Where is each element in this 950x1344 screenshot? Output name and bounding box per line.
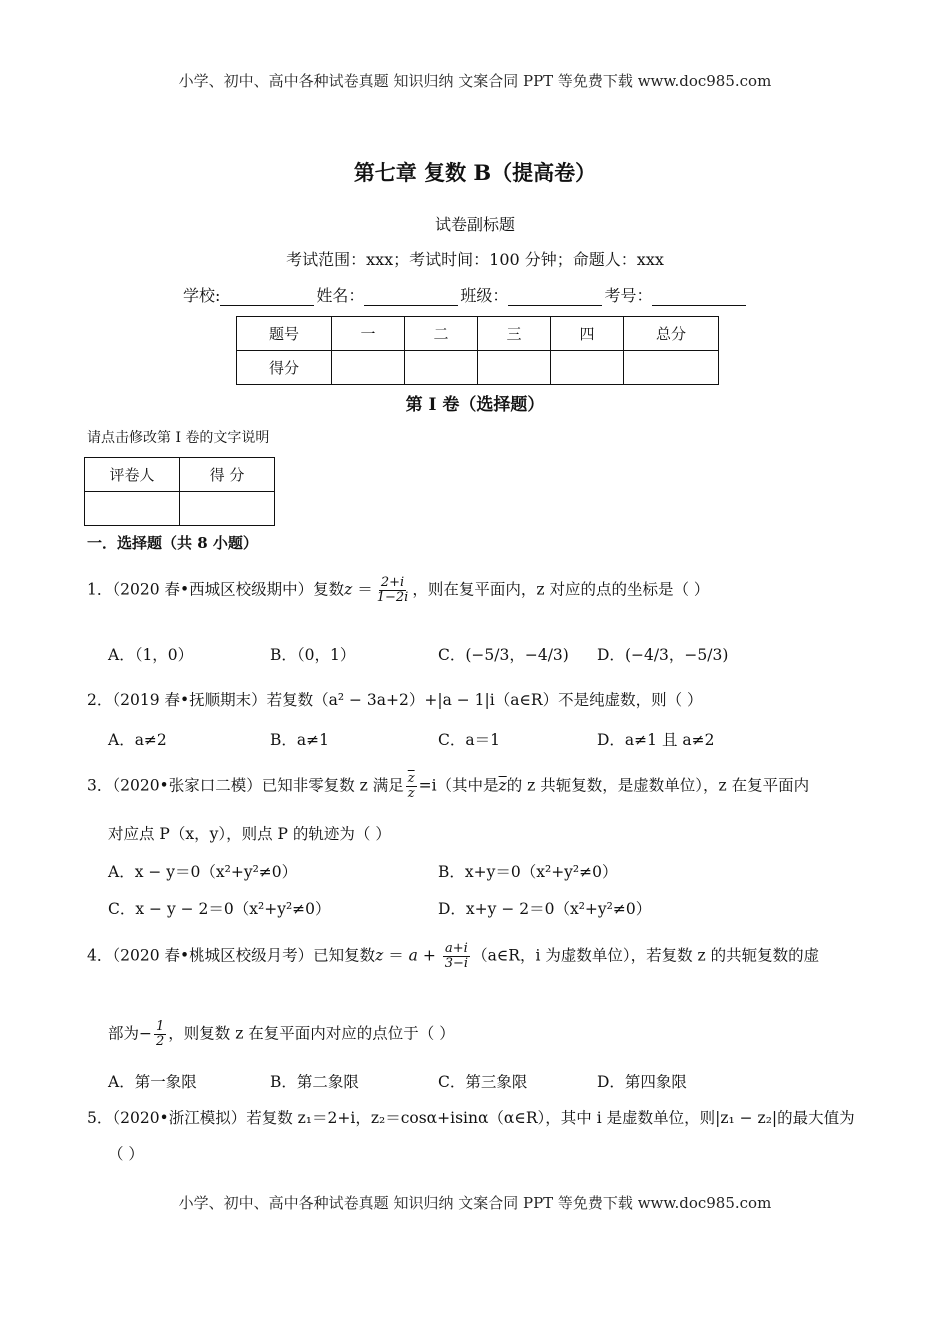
- header-banner: 小学、初中、高中各种试卷真题 知识归纳 文案合同 PPT 等免费下载 www.doc985.com: [178, 72, 772, 90]
- question-5-line-1: 5．（2020•浙江模拟）若复数 z₁＝2+i，z₂＝cosα+isinα（α∈R），其中 i 是虚数单位，则|z₁ − z₂|的最大值为: [87, 1109, 855, 1127]
- question-3-line-2: 对应点 P（x，y），则点 P 的轨迹为（ ）: [108, 825, 391, 843]
- score-header: 总分: [624, 317, 719, 351]
- q1-d-value: (−4/3，−5/3): [624, 646, 729, 664]
- q2-option-a[interactable]: A．a≠2: [108, 731, 167, 749]
- q4-option-b[interactable]: B．第二象限: [270, 1073, 359, 1091]
- q4-option-a[interactable]: A．第一象限: [108, 1073, 197, 1091]
- q3-option-c[interactable]: C．x − y − 2＝0（x²+y²≠0）: [108, 900, 331, 918]
- page-title: 第七章 复数 B（提高卷）: [353, 160, 597, 185]
- q1-c-value: (−5/3，−4/3): [465, 646, 569, 664]
- number-field[interactable]: [652, 289, 746, 306]
- name-label: 姓名：: [316, 286, 365, 305]
- q2-option-d[interactable]: D．a≠1 且 a≠2: [597, 731, 715, 749]
- name-field[interactable]: [364, 289, 458, 306]
- grader-header: 评卷人: [85, 458, 180, 492]
- question-5-line-2: （ ）: [108, 1145, 144, 1163]
- score-cell[interactable]: [624, 351, 719, 385]
- part-title: 一．选择题（共 8 小题）: [87, 534, 258, 552]
- section-note: 请点击修改第 I 卷的文字说明: [87, 430, 270, 446]
- class-label: 班级：: [460, 286, 509, 305]
- q2-option-c[interactable]: C．a＝1: [438, 731, 500, 749]
- q2-option-b[interactable]: B．a≠1: [270, 731, 329, 749]
- section-title: 第 I 卷（选择题）: [405, 395, 545, 415]
- score-row-label: 得分: [237, 351, 332, 385]
- question-2: 2．（2019 春•抚顺期末）若复数（a² − 3a+2）+|a − 1|i（a∈R）不是纯虚数，则（ ）: [87, 691, 703, 709]
- q1-option-b[interactable]: B．（0，1）: [270, 646, 356, 664]
- score-header: 一: [332, 317, 405, 351]
- page-subtitle: 试卷副标题: [434, 215, 515, 234]
- score-table: [236, 316, 719, 385]
- question-1: 1．（2020 春•西城区校级期中）复数z ＝ $\frac{2+i}{1-2i}$ ，则在复平面内，z 对应的点的坐标是（ ）: [87, 575, 710, 605]
- q1-fraction: $\frac{2+i}{1-2i}$: [376, 575, 409, 605]
- q3-option-d[interactable]: D．x+y − 2＝0（x²+y²≠0）: [438, 900, 652, 918]
- q4-option-c[interactable]: C．第三象限: [438, 1073, 528, 1091]
- question-4-line-2: 部为− $\frac{1}{2}$ ，则复数 z 在复平面内对应的点位于（ ）: [108, 1019, 455, 1049]
- score-header: 题号: [237, 317, 332, 351]
- score-header: 二: [405, 317, 478, 351]
- score-cell[interactable]: [332, 351, 405, 385]
- q4-fraction: $\frac{a+i}{3-i}$: [444, 941, 469, 971]
- school-field[interactable]: [220, 289, 314, 306]
- number-label: 考号：: [604, 286, 653, 305]
- grader-table: [84, 457, 275, 526]
- grader-cell[interactable]: [85, 492, 180, 526]
- exam-info: 考试范围：xxx；考试时间：100 分钟；命题人：xxx: [286, 250, 664, 269]
- school-label: 学校:: [183, 286, 221, 305]
- q4-option-d[interactable]: D．第四象限: [597, 1073, 687, 1091]
- question-4-line-1: 4．（2020 春•桃城区校级月考）已知复数z ＝ a + $\frac{a+i}{3-i}$ （a∈R，i 为虚数单位），若复数 z 的共轭复数的虚: [87, 941, 820, 971]
- q1-option-c[interactable]: C．(−5/3，−4/3): [438, 646, 569, 664]
- score-header: 四: [551, 317, 624, 351]
- q3-option-b[interactable]: B．x+y＝0（x²+y²≠0）: [438, 863, 618, 881]
- q1-option-a[interactable]: A．（1，0）: [108, 646, 194, 664]
- q3-fraction: $\frac{\overline{z}}{z}$: [407, 771, 415, 801]
- score-header: 三: [478, 317, 551, 351]
- grader-cell[interactable]: [180, 492, 275, 526]
- q3-option-a[interactable]: A．x − y＝0（x²+y²≠0）: [108, 863, 298, 881]
- q1-option-d[interactable]: D．(−4/3，−5/3): [597, 646, 729, 664]
- student-info-line: [183, 283, 748, 306]
- grader-header: 得 分: [180, 458, 275, 492]
- question-3-line-1: 3．（2020•张家口二模）已知非零复数 z 满足 $\frac{\overline{z}}{z}$ =i（其中是$\overline{z}$的 z 共轭复数，是虚数单位），z 在复平面内: [87, 771, 810, 801]
- score-cell[interactable]: [478, 351, 551, 385]
- footer-banner: 小学、初中、高中各种试卷真题 知识归纳 文案合同 PPT 等免费下载 www.doc985.com: [178, 1194, 772, 1212]
- score-cell[interactable]: [551, 351, 624, 385]
- score-cell[interactable]: [405, 351, 478, 385]
- class-field[interactable]: [508, 289, 602, 306]
- q4-half-fraction: $\frac{1}{2}$: [156, 1019, 165, 1049]
